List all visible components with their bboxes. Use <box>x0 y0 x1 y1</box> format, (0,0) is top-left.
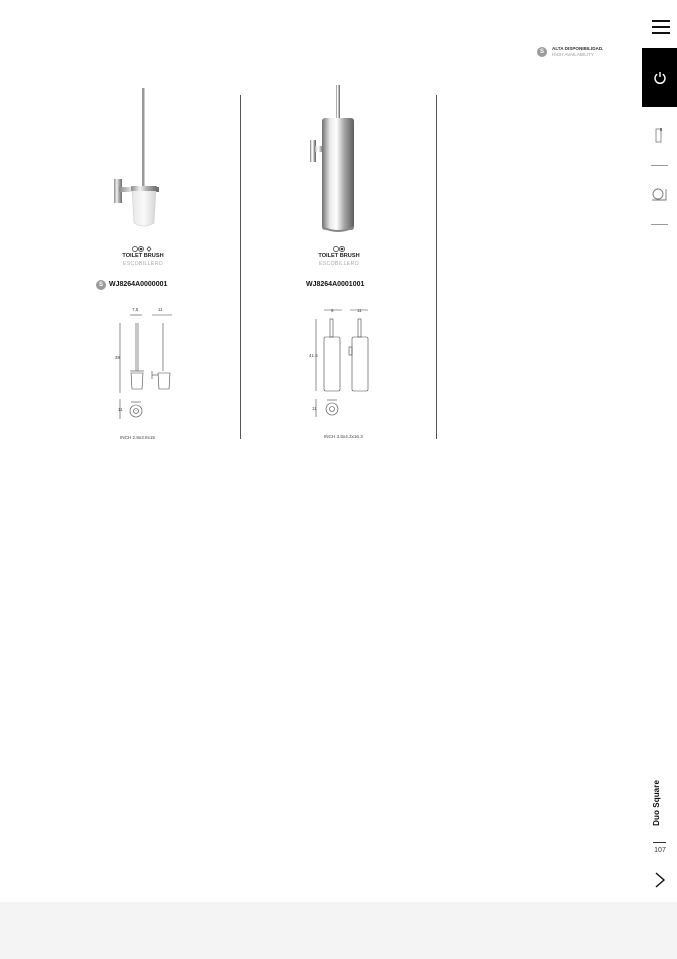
finish-swatches-2 <box>332 240 348 248</box>
nav-divider <box>651 224 668 225</box>
dim-height: 41.5 <box>309 353 318 358</box>
dim-height: 38 <box>115 355 121 360</box>
column-divider <box>240 95 241 439</box>
product-code[interactable]: WJ8264A0000001 <box>109 281 168 288</box>
nav-item-power[interactable] <box>642 48 677 107</box>
page-divider <box>653 842 666 843</box>
legend-label-es: ALTA DISPONIBILIDAD. <box>552 46 604 51</box>
product-title-en: TOILET BRUSH <box>318 253 360 259</box>
bathroom-icon <box>650 187 668 203</box>
product-title-es: ESCOBILLERO <box>319 261 359 267</box>
dim-width-a: 7,5 <box>132 307 139 312</box>
page-number: 107 <box>654 847 666 854</box>
dim-width-b: 11 <box>158 307 163 312</box>
dimensions-inch: INCH 3.5x4.3x16.3 <box>324 434 363 439</box>
footer-band <box>0 902 677 959</box>
availability-legend <box>537 46 647 60</box>
power-icon <box>653 71 667 85</box>
series-name <box>652 780 670 840</box>
product-code[interactable]: WJ8264A0001001 <box>306 281 365 288</box>
series-name-text: Duo Square <box>652 780 661 826</box>
product-title-en: TOILET BRUSH <box>122 253 164 259</box>
dim-width-b: 11 <box>357 308 362 313</box>
legend-label-en: HIGH AVAILABILITY <box>552 52 594 57</box>
chevron-right-icon <box>651 870 669 890</box>
menu-icon[interactable] <box>652 18 670 34</box>
dimensions-inch: INCH 2.8x3.8x15 <box>120 435 155 440</box>
nav-divider <box>651 165 668 166</box>
dim-width-a: 9 <box>331 308 334 313</box>
product-title-es: ESCOBILLERO <box>123 261 163 267</box>
nav-item-product[interactable] <box>642 113 677 163</box>
technical-drawing-2 <box>306 303 386 421</box>
product-image-1[interactable] <box>105 85 185 235</box>
finish-swatches-1 <box>131 240 153 248</box>
product-image-2[interactable] <box>300 82 380 234</box>
dim-base: 11 <box>312 406 317 411</box>
column-divider <box>436 95 437 439</box>
availability-badge: S <box>537 47 547 57</box>
nav-item-bathroom[interactable] <box>642 171 677 221</box>
availability-badge: S <box>96 280 106 290</box>
dim-base: 11 <box>118 407 123 412</box>
next-page-button[interactable] <box>651 870 669 890</box>
product-icon <box>654 127 664 145</box>
technical-drawing-1 <box>112 303 182 421</box>
